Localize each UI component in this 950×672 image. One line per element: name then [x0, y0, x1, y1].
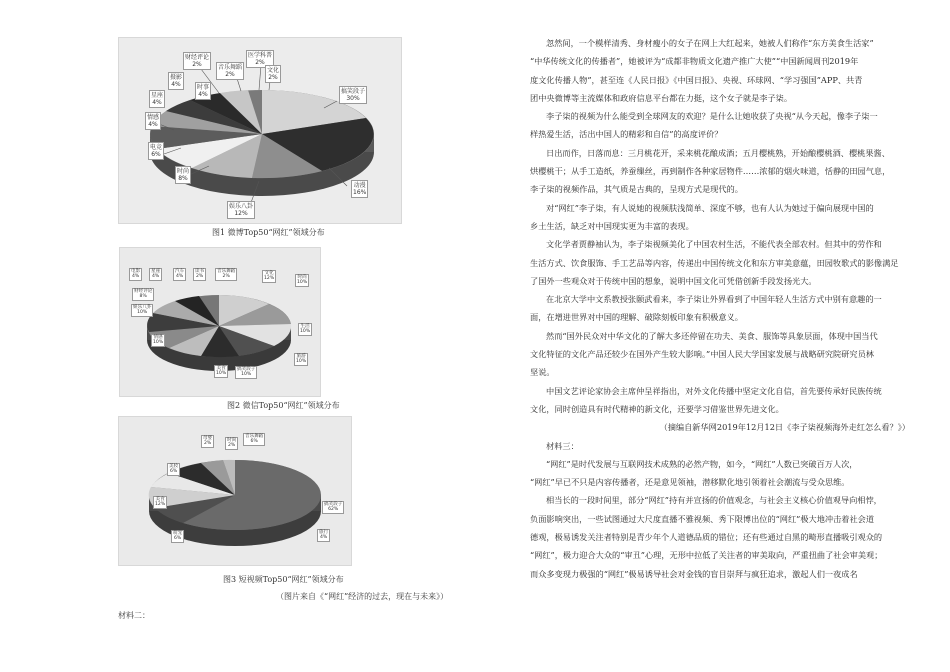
pie-label: 医学科普 2%: [248, 52, 273, 66]
pie-label: 时尚 8%: [177, 168, 190, 182]
pie-label: 动漫 16%: [353, 182, 367, 196]
pie-label: 旅游 10%: [296, 354, 307, 365]
figure-1-weibo-pie: [118, 37, 402, 224]
pie-label: 时尚 10%: [297, 275, 308, 286]
pie-label: 文化 12%: [264, 271, 275, 282]
pie-label: 搞笑段子 30%: [341, 88, 366, 102]
paragraph-line: 面，在增进世界对中国的理解、破除刻板印象有积极意义。: [530, 312, 743, 323]
paragraph-line: 中国文艺评论家协会主席仲呈祥指出，对外文化传播中坚定文化自信，首先要传承好民族传统: [546, 385, 882, 396]
figure-2-caption: 图2 微信Top50“网红”领域分布: [227, 401, 340, 410]
pie-label: 汽车 4%: [175, 269, 185, 280]
figure-3-caption: 图3 短视频Top50“网红”领域分布: [223, 575, 344, 584]
paragraph-line: 相当长的一段时间里，部分“网红”持有并宣扬的价值观念，与社会主义核心价值观导向相悖，: [546, 495, 882, 506]
pie-label: 财经评论 2%: [185, 54, 210, 68]
paragraph-line: 然而“国外民众对中华文化的了解大多还停留在功夫、美食、服饰等具象层面，体现中国当代: [546, 330, 878, 341]
paragraph-line: “网红”早已不只是内容传播者，还是意见领袖，潜移默化地引领着社会潮流与受众思维。: [530, 477, 850, 488]
paragraph-line: “中华传统文化的传播者”，她被评为“成都非物质文化遗产推广大使”“中国新闻周刊2019年: [530, 56, 859, 67]
paragraph-line: 坚说。: [530, 367, 555, 378]
paragraph-line: “网红”，极力迎合大众的“审丑”心理，无形中拉低了关注者的审美取向，严重扭曲了社会审美观；: [530, 550, 883, 561]
paragraph-line: 而众多变现力极强的“网红”极易诱导社会对金钱的盲目崇拜与疯狂追求，激起人们一夜成名: [530, 568, 858, 579]
paragraph-line: 乡土生活，缺乏对中国现实更为丰富的表现。: [530, 220, 694, 231]
material-2-label: 材料二：: [118, 611, 150, 620]
pie-label: 电影 4%: [131, 269, 141, 280]
pie-label: 娱乐八卦 10%: [133, 305, 152, 316]
paragraph-line: 李子柒的视频作品，其气质是古典的，呈现方式是现代的。: [530, 184, 743, 195]
paragraph-line: 度文化传播人物”，甚至连《人民日报》《中国日报》、央视、环球网、“学习强国”APP、共青: [530, 74, 863, 85]
figure-3-shortvideo-pie: [118, 416, 352, 566]
paragraph-line: 德观，极易诱发关注者特别是青少年个人道德品质的错位；还有些通过自黑的畸形直播吸引观众的: [530, 532, 883, 543]
pie-label: 萌宠 6%: [173, 531, 183, 542]
pie-label: 搞笑段子 10%: [237, 367, 256, 378]
pie-label: 旅行 4%: [319, 530, 329, 541]
paragraph-line: 负面影响突出，一些试图通过大尺度直播不雅视频、秀下限博出位的“网红”极大地冲击着社会道: [530, 513, 875, 524]
pie-label: 娱乐八卦 12%: [229, 203, 254, 217]
figure-2-wechat-pie: [119, 247, 321, 397]
paragraph-line: 李子柒的视频为什么能受到全球网友的欢迎？是什么让她收获了央视“从今天起，像李子柒一: [546, 111, 878, 122]
paragraph-line: 在北京大学中文系教授张颐武看来，李子柒让外界看到了中国年轻人生活方式中别有意趣的一: [546, 294, 882, 305]
pie-label: 时事 4%: [197, 84, 210, 98]
pie-label: 时尚 2%: [227, 438, 237, 449]
paragraph-line: 文化学者贾静袖认为，李子柒视频美化了中国农村生活，不能代表全部农村。但其中的劳作和: [546, 239, 882, 250]
pie-label: 情感 10%: [153, 335, 164, 346]
pie-label: 母婴 2%: [203, 436, 213, 447]
paragraph-line: “网红”是时代发展与互联网技术成熟的必然产物，如今，“网红”人数已突破百万人次，: [546, 458, 858, 469]
pie-label: 财经评论 8%: [134, 289, 153, 300]
paragraph-line: 材料三：: [546, 440, 579, 451]
source-note: （图片来自《“网红”经济的过去，现在与未来》）: [276, 592, 449, 601]
paragraph-line: 团中央微博等主流媒体和政府信息平台都在力挺，这个女子就是李子柒。: [530, 92, 793, 103]
pie-label: 文化 2%: [267, 67, 280, 81]
pie-label: 美妆 6%: [169, 464, 179, 475]
paragraph-line: 烘樱桃干；从手工造纸，养蚕缫丝，再到制作各种家居物件……浓郁的烟火味道，恬静的田园气息，: [530, 166, 891, 177]
pie-label: 电竞 6%: [150, 144, 163, 158]
pie-label: 星座 4%: [151, 92, 164, 106]
figure-1-caption: 图1 微博Top50“网红”领域分布: [212, 228, 325, 237]
pie-label: 音乐舞蹈 2%: [218, 64, 243, 78]
paragraph-line: 文化特征的文化产品还较少在国外产生较大影响。”中国人民大学国家发展与战略研究院研究员林: [530, 349, 874, 360]
pie-label: 美食 12%: [155, 497, 166, 508]
paragraph-line: 样热爱生活，活出中国人的精彩和自信”的高度评价？: [530, 129, 723, 140]
article-text-column: [530, 34, 910, 583]
pie-label: 星座 4%: [151, 269, 161, 280]
pie-label: 生活 10%: [300, 324, 311, 335]
paragraph-line: （摘编自新华网2019年12月12日《李子柒视频海外走红怎么看？》）: [659, 422, 910, 433]
paragraph-line: 日出而作，日落而息：三月桃花开，采来桃花酿成酒；五月樱桃熟，开始酿樱桃酒、樱桃果酱、: [546, 147, 890, 158]
pie-label: 情感 4%: [147, 114, 160, 128]
paragraph-line: 文化，同时创造具有时代精神的新文化，还要学习借鉴世界先进文化。: [530, 403, 784, 414]
pie-label: 音乐舞蹈 2%: [217, 269, 236, 280]
pie-label: 读书 2%: [195, 269, 205, 280]
pie-label: 搞笑段子 62%: [324, 502, 343, 513]
paragraph-line: 了国外一些观众对于传统中国的想象，说明中国文化可凭借创新手段发扬光大。: [530, 275, 817, 286]
pie-label: 摄影 4%: [170, 74, 183, 88]
paragraph-line: 对“网红”李子柒，有人说她的视频肤浅简单、深度不够，也有人认为她过于偏向展现中国的: [546, 202, 874, 213]
pie-label: 音乐舞蹈 6%: [245, 434, 264, 445]
paragraph-line: 忽然间，一个模样清秀、身材瘦小的女子在网上大红起来，她被人们称作“东方美食生活家”: [546, 38, 874, 48]
paragraph-line: 生活方式、饮食服饰、手工艺品等内容，传递出中国传统文化和东方审美意蕴，田园牧歌式的影像满足: [530, 257, 899, 268]
pie-label: 美食 10%: [216, 366, 227, 377]
